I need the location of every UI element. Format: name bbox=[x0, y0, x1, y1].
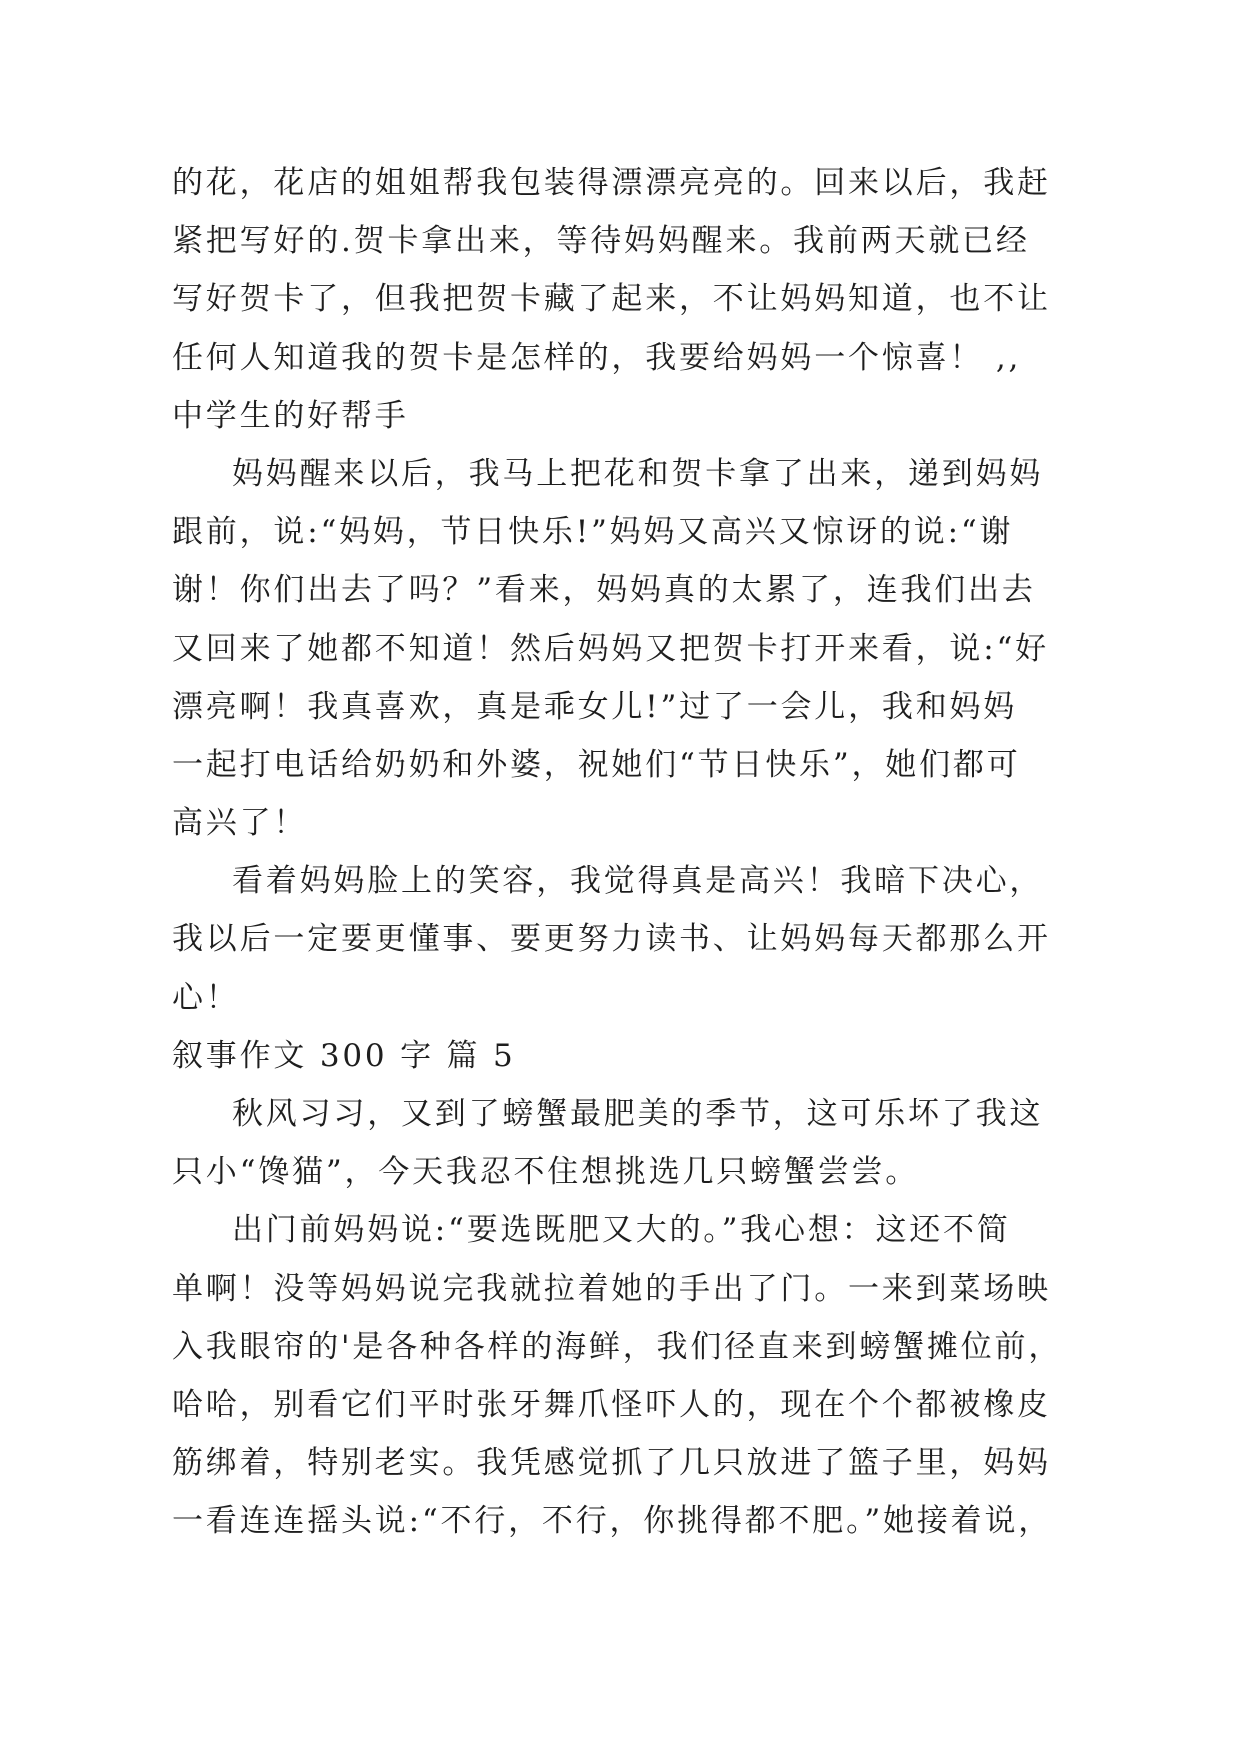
text-line: 任何人知道我的贺卡是怎样的，我要给妈妈一个惊喜！ ,, bbox=[172, 339, 1022, 376]
paragraph-start-line: 秋风习习，又到了螃蟹最肥美的季节，这可乐坏了我这 bbox=[232, 1096, 1044, 1132]
essay-body bbox=[172, 154, 1132, 1551]
text-line: 紧把写好的.贺卡拿出来，等待妈妈醒来。我前两天就已经 bbox=[172, 223, 1030, 260]
text-line: 高兴了！ bbox=[172, 805, 308, 842]
text-line: 又回来了她都不知道！然后妈妈又把贺卡打开来看，说:“好 bbox=[172, 630, 1049, 667]
text-line: 单啊！没等妈妈说完我就拉着她的手出了门。一来到菜场映 bbox=[172, 1270, 1051, 1307]
text-line: 一起打电话给奶奶和外婆，祝她们“节日快乐”，她们都可 bbox=[172, 746, 1021, 783]
paragraph-start-line: 妈妈醒来以后，我马上把花和贺卡拿了出来，递到妈妈 bbox=[232, 455, 1044, 492]
text-line: 入我眼帘的'是各种各样的海鲜，我们径直来到螃蟹摊位前， bbox=[172, 1328, 1063, 1365]
text-line: 漂亮啊！我真喜欢，真是乖女儿!”过了一会儿，我和妈妈 bbox=[172, 688, 1018, 725]
section-heading: 叙事作文 300 字 篇 5 bbox=[172, 1037, 516, 1074]
paragraph-start-line: 出门前妈妈说:“要选既肥又大的。”我心想：这还不简 bbox=[232, 1212, 1011, 1249]
text-line: 一看连连摇头说:“不行，不行，你挑得都不肥。”她接着说， bbox=[172, 1503, 1053, 1540]
text-line: 只小“馋猫”，今天我忍不住想挑选几只螃蟹尝尝。 bbox=[172, 1154, 920, 1191]
text-line: 哈哈，别看它们平时张牙舞爪怪吓人的，现在个个都被橡皮 bbox=[172, 1386, 1051, 1423]
text-line: 心！ bbox=[172, 979, 240, 1016]
text-line: 筋绑着，特别老实。我凭感觉抓了几只放进了篮子里，妈妈 bbox=[172, 1445, 1051, 1482]
text-line: 跟前，说:“妈妈，节日快乐!”妈妈又高兴又惊讶的说:“谢 bbox=[172, 514, 1014, 551]
text-line: 我以后一定要更懂事、要更努力读书、让妈妈每天都那么开 bbox=[172, 921, 1051, 958]
paragraph-start-line: 看着妈妈脸上的笑容，我觉得真是高兴！我暗下决心， bbox=[232, 863, 1044, 900]
text-line: 写好贺卡了，但我把贺卡藏了起来，不让妈妈知道，也不让 bbox=[172, 281, 1051, 318]
text-line: 的花，花店的姐姐帮我包装得漂漂亮亮的。回来以后，我赶 bbox=[172, 165, 1051, 201]
text-line: 谢！你们出去了吗？”看来，妈妈真的太累了，连我们出去 bbox=[172, 572, 1036, 609]
inserted-tagline: 中学生的好帮手 bbox=[172, 397, 409, 434]
